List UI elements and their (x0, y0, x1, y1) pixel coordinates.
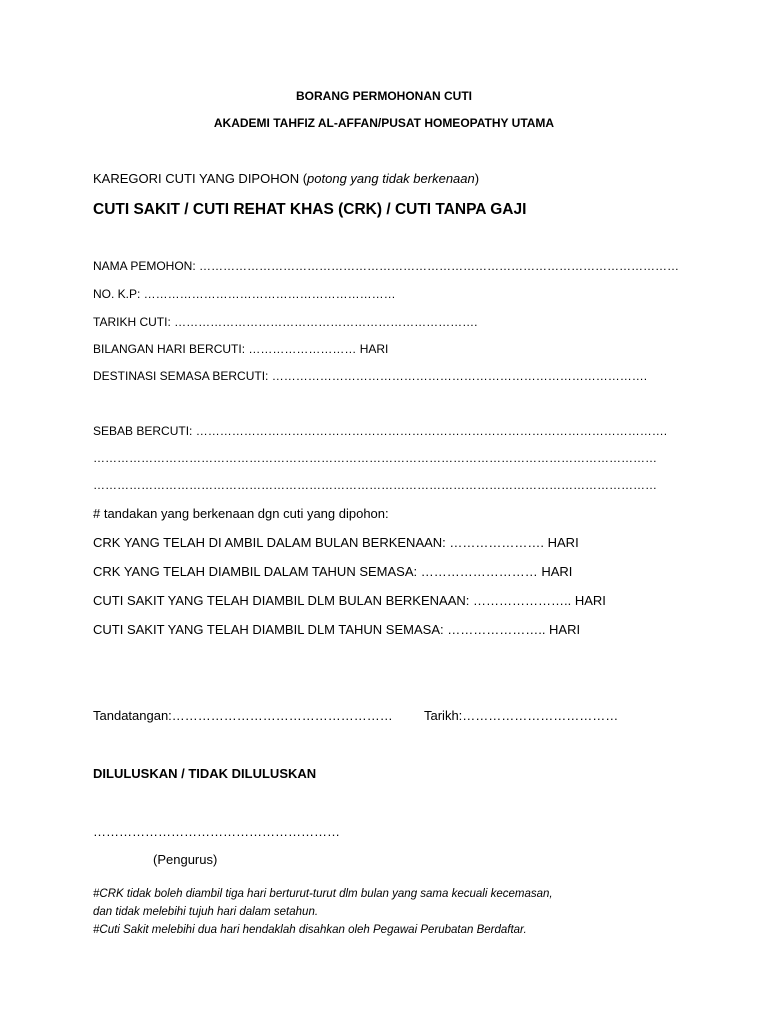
form-title: BORANG PERMOHONAN CUTI (296, 89, 472, 103)
category-label-text: KAREGORI CUTI YANG DIPOHON ( (93, 171, 308, 186)
date-field: Tarikh:……………………………… (424, 708, 619, 723)
record-row: CUTI SAKIT YANG TELAH DIAMBIL DLM BULAN BERKENAAN: ………………….. HARI (93, 593, 606, 608)
records-heading: # tandakan yang berkenaan dgn cuti yang dipohon: (93, 506, 389, 521)
field-bilangan-hari: BILANGAN HARI BERCUTI: ……………………… HARI (93, 342, 389, 356)
field-sebab-line-2: …………………………………………………………………………………………………………………………… (93, 451, 657, 465)
footnote-line: dan tidak melebihi tujuh hari dalam setahun. (93, 906, 319, 918)
field-sebab-bercuti: SEBAB BERCUTI: ………………………………………………………………………………………………………. (93, 424, 668, 438)
approval-status: DILULUSKAN / TIDAK DILULUSKAN (93, 766, 317, 781)
signature-field: Tandatangan:…………………………………………… (93, 708, 393, 723)
record-row: CRK YANG TELAH DIAMBIL DALAM TAHUN SEMASA: ……………………… HARI (93, 564, 573, 579)
field-destinasi: DESTINASI SEMASA BERCUTI: …………………………………………………………………………………. (93, 369, 648, 383)
category-close: ) (474, 171, 480, 186)
field-tarikh-cuti: TARIKH CUTI: …………………………………………………………………. (93, 315, 478, 329)
category-label (93, 171, 479, 186)
record-row: CRK YANG TELAH DI AMBIL DALAM BULAN BERKENAAN: …………………. HARI (93, 535, 579, 550)
field-sebab-line-3: …………………………………………………………………………………………………………………………… (93, 478, 657, 492)
organization-name: AKADEMI TAHFIZ AL-AFFAN/PUSAT HOMEOPATHY UTAMA (213, 116, 555, 130)
footnote-line: #Cuti Sakit melebihi dua hari hendaklah disahkan oleh Pegawai Perubatan Berdaftar. (93, 924, 527, 936)
field-nama-pemohon: NAMA PEMOHON: ………………………………………………………………………………………………………… (93, 259, 680, 273)
category-note: potong yang tidak berkenaan (307, 171, 475, 186)
field-no-kp: NO. K.P: ……………………………………………………… (93, 287, 396, 301)
record-row: CUTI SAKIT YANG TELAH DIAMBIL DLM TAHUN SEMASA: ………………….. HARI (93, 622, 581, 637)
footnote-line: #CRK tidak boleh diambil tiga hari berturut-turut dlm bulan yang sama kecuali kecemasan, (93, 888, 553, 900)
approver-sign-line: ………………………………………………… (93, 824, 340, 839)
leave-type-options: CUTI SAKIT / CUTI REHAT KHAS (CRK) / CUTI TANPA GAJI (93, 201, 527, 218)
approver-role: (Pengurus) (153, 852, 218, 867)
